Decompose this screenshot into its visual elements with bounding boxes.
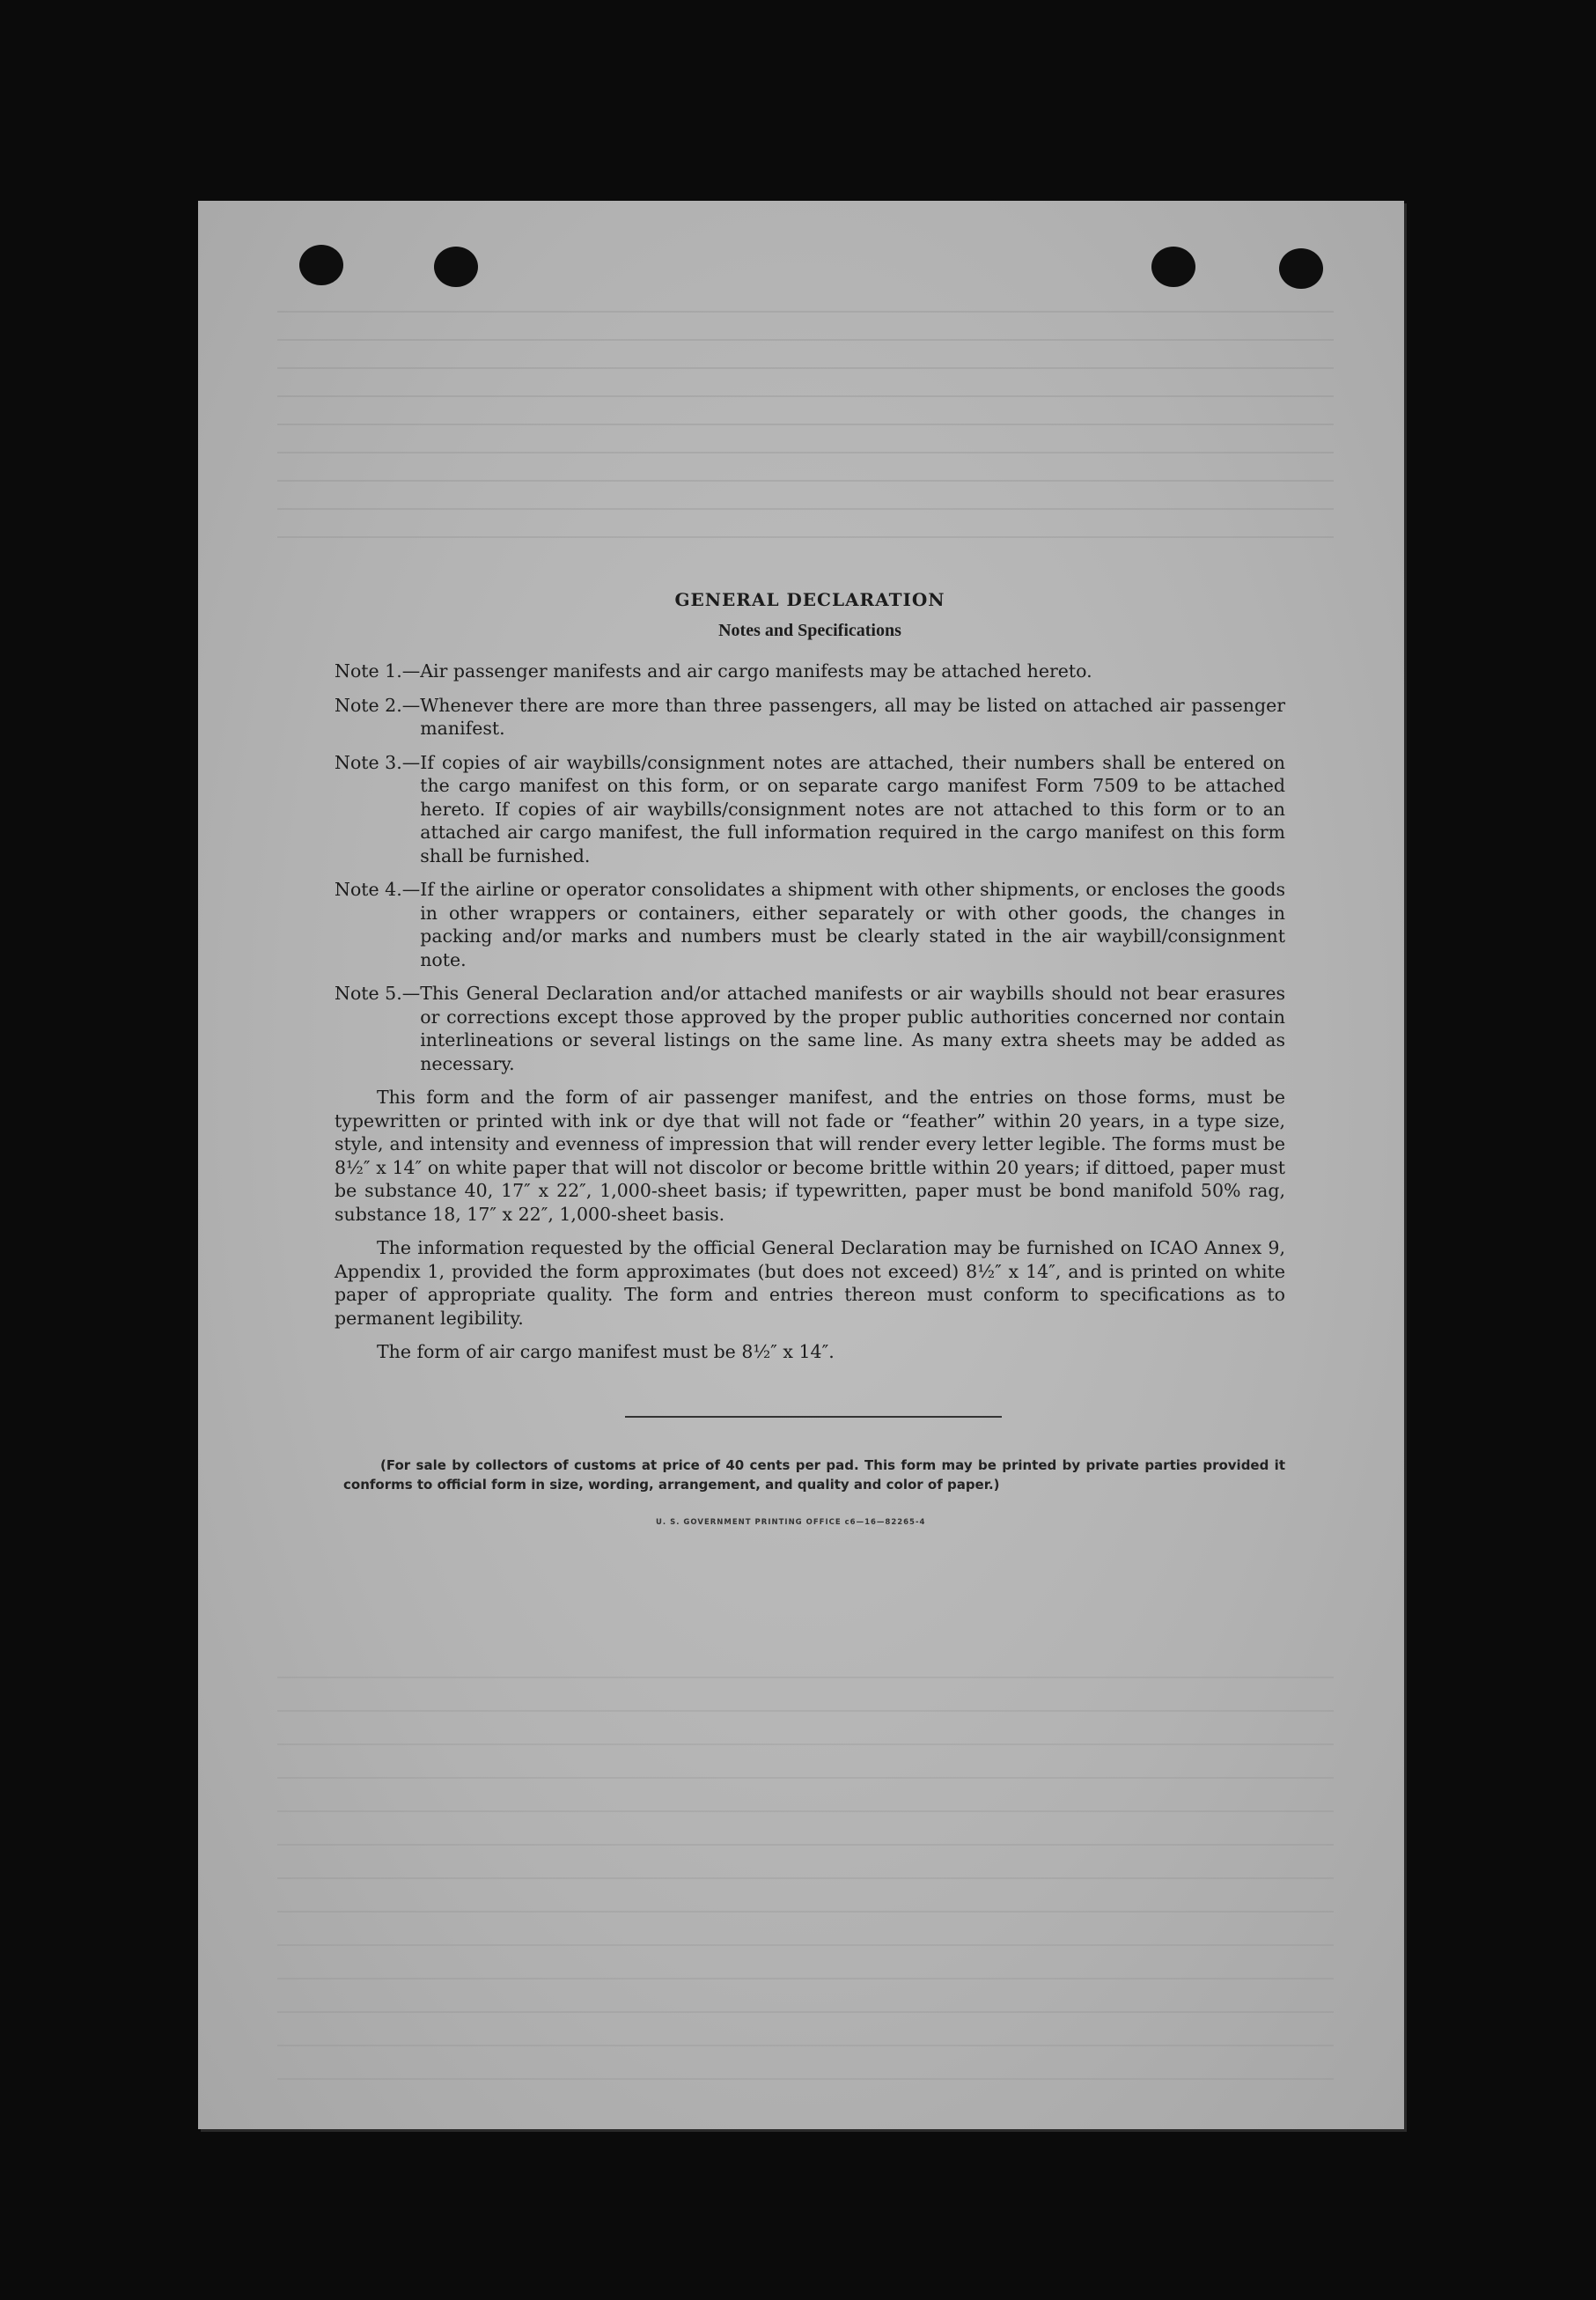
printer-line: U. S. GOVERNMENT PRINTING OFFICE c6—16—82265-4 — [656, 1518, 926, 1527]
document-subtitle: Notes and Specifications — [718, 620, 901, 640]
note-label: Note 1.— — [335, 660, 421, 682]
punch-hole — [434, 247, 478, 287]
note-text: If copies of air waybills/consignment notes are attached, their numbers shall be entered on the cargo manifest on this form, or on separate cargo manifest Form 7509 to be attached hereto. If copies of air waybills/consignment notes are not attached to this form or to an attached air cargo manifest, the full information required in the cargo manifest on this form shall be furnished. — [420, 751, 1285, 866]
specification-paragraph: This form and the form of air passenger manifest, and the entries on those forms, must be typewritten or printed with ink or dye that will not fade or “feather” within 20 years, in a type size, style, and intensity and evenness of impression that will render every letter legible. The forms must be 8½″ x 14″ on white paper that will not discolor or become brittle within 20 years; if dittoed, paper must be substance 40, 17″ x 22″, 1,000-sheet basis; if typewritten, paper must be bond manifold 50% rag, substance 18, 17″ x 22″, 1,000-sheet basis. — [335, 1087, 1285, 1225]
note-text: Air passenger manifests and air cargo manifests may be attached hereto. — [420, 660, 1092, 682]
note-item — [335, 878, 1285, 971]
punch-hole — [1279, 248, 1323, 289]
show-through-texture — [277, 1645, 1334, 2103]
show-through-texture — [277, 284, 1334, 540]
note-label: Note 4.— — [335, 879, 421, 900]
note-text: This General Declaration and/or attached manifests or air waybills should not bear erasures or corrections except those approved by the proper public authorities concerned nor contain interlineations or several listings on the same line. As many extra sheets may be added as necessary. — [420, 983, 1285, 1074]
note-label: Note 3.— — [335, 751, 421, 773]
note-text: Whenever there are more than three passengers, all may be listed on attached air passenger manifest. — [420, 694, 1285, 739]
declaration-body — [335, 588, 1285, 1375]
note-label: Note 2.— — [335, 694, 421, 716]
punch-hole — [299, 245, 343, 285]
note-label: Note 5.— — [335, 983, 421, 1004]
sale-notice-text: (For sale by collectors of customs at price of 40 cents per pad. This form may be printed by private parties provided it conforms to official form in size, wording, arrangement, and quality and color of paper.) — [343, 1457, 1285, 1493]
note-item — [335, 751, 1285, 868]
document-page — [198, 201, 1404, 2129]
sale-notice — [343, 1456, 1285, 1494]
document-title: GENERAL DECLARATION — [674, 589, 945, 610]
specification-paragraph: The information requested by the official General Declaration may be furnished on ICAO Annex 9, Appendix 1, provided the form approximates (but does not exceed) 8½″ x 14″, and is printed on white paper of appropriate quality. The form and entries thereon must conform to specifications as to permanent legibility. — [335, 1237, 1285, 1329]
divider-rule — [625, 1416, 1002, 1418]
note-text: If the airline or operator consolidates a shipment with other shipments, or encloses the goods in other wrappers or containers, either separately or with other goods, the changes in packing and/or marks and numbers must be clearly stated in the air waybill/consignment note. — [420, 879, 1285, 970]
note-item — [335, 982, 1285, 1075]
punch-hole — [1151, 247, 1195, 287]
note-item — [335, 660, 1285, 683]
note-item — [335, 694, 1285, 741]
specification-paragraph: The form of air cargo manifest must be 8½″ x 14″. — [377, 1341, 835, 1362]
